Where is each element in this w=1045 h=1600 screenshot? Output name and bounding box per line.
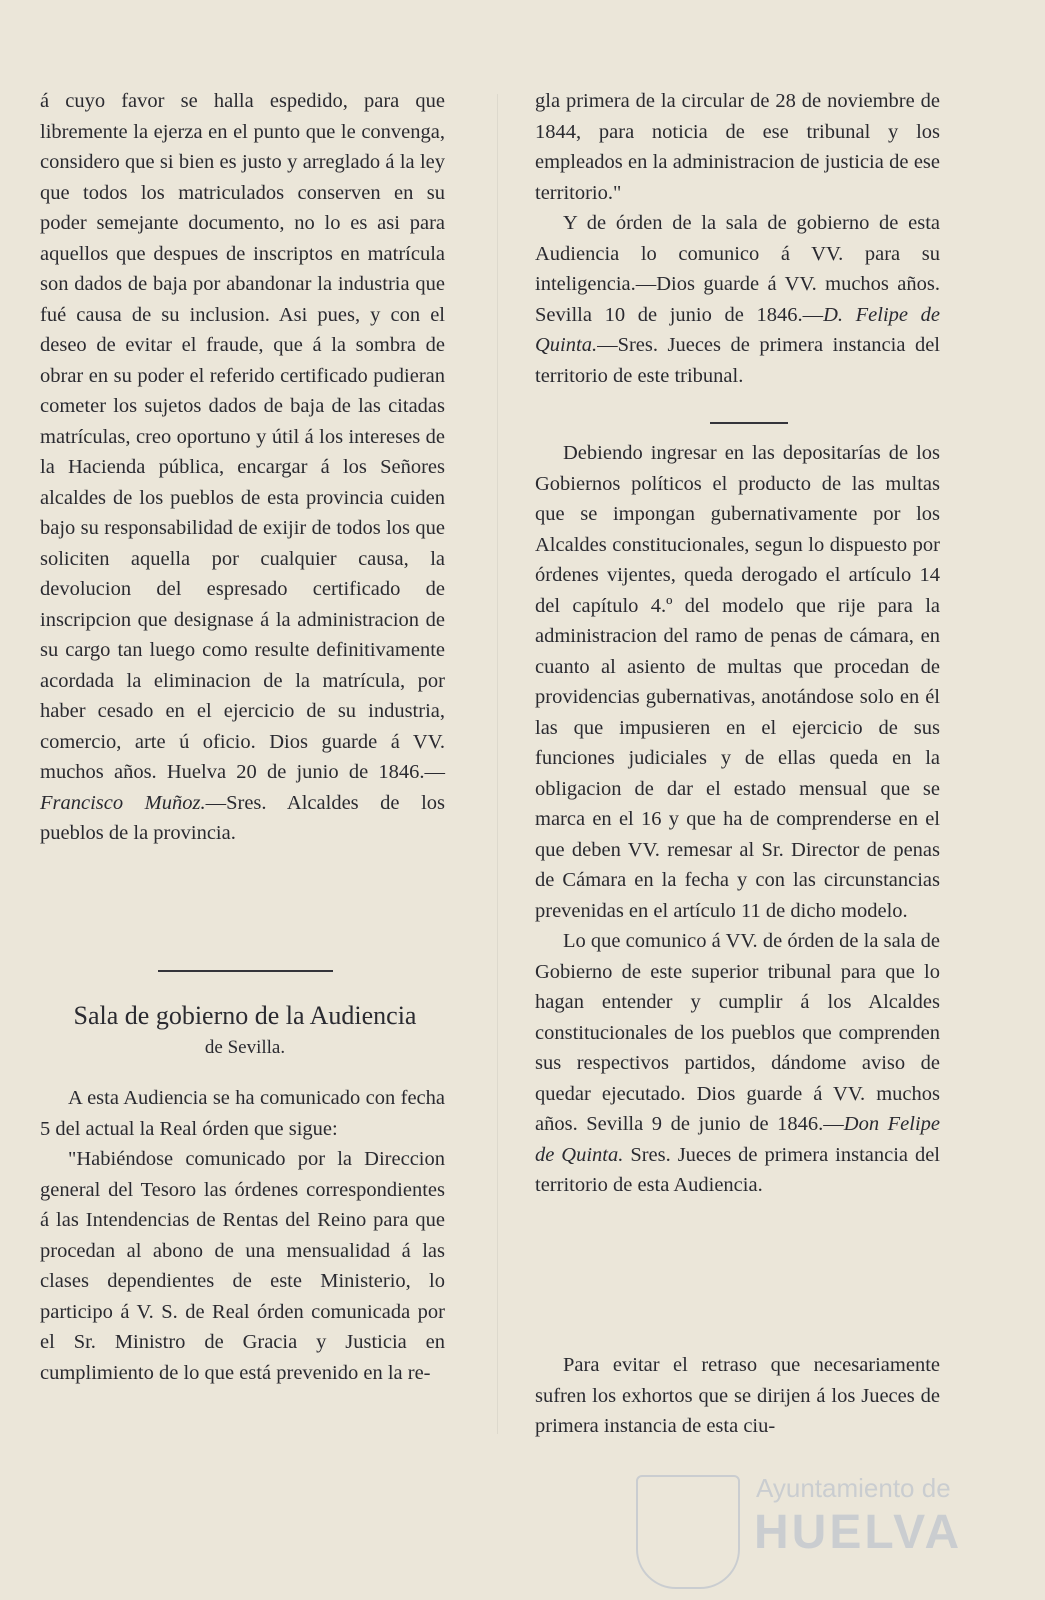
section-divider-left [158, 970, 333, 972]
left-column-section-2 [40, 1083, 445, 1388]
section-divider-right [710, 422, 788, 424]
left-paragraph-3: "Habiéndose comunicado por la Direccion general del Tesoro las órdenes correspondientes á las Intendencias de Rentas del Reino para que procedan al abono de una mensualidad á las clases dependientes de este Ministerio, lo participo á V. S. de Real órden comunicada por el Sr. Ministro de Gracia y Justicia en cumplimiento de lo que está prevenido en la re- [40, 1148, 445, 1384]
column-gutter [497, 94, 498, 1434]
watermark-line-2: HUELVA [754, 1506, 963, 1559]
right-paragraph-1: gla primera de la circular de 28 de noviembre de 1844, para noticia de ese tribunal y los empleados en la administracion de justicia de ese territorio." [535, 90, 940, 204]
watermark-line-1: Ayuntamiento de [756, 1473, 951, 1503]
coat-of-arms-icon [636, 1475, 740, 1589]
section-subheading: de Sevilla. [204, 1037, 286, 1058]
signature-munoz: Francisco Muñoz. [40, 791, 206, 814]
right-column-section-2 [535, 438, 940, 1201]
right-paragraph-5: Para evitar el retraso que necesariamente sufren los exhortos que se dirijen á los Jueces de primera instancia de esta ciu- [535, 1354, 940, 1437]
archive-watermark [636, 1465, 963, 1585]
signature-quinta-2: Don Felipe de Quinta. [535, 1113, 940, 1166]
left-paragraph-2: A esta Audiencia se ha comunicado con fecha 5 del actual la Real órden que sigue: [40, 1087, 445, 1140]
left-column [40, 86, 445, 849]
left-paragraph-1: á cuyo favor se halla espedido, para que libremente la ejerza en el punto que le convenga, considero que si bien es justo y arreglado á la ley que todos los matriculados conserven en su poder semejante documento, no lo es asi para aquellos que despues de inscriptos en matrícula son dados de baja por abandonar la industria que fué causa de su inclusion. Asi pues, y con el deseo de evitar el fraude, que á la sombra de obrar en su poder el referido certificado pudieran cometer los sujetos dados de baja de las citadas matrículas, creo oportuno y útil á los intereses de la Hacienda pública, encargar á los Señores alcaldes de los pueblos de esta provincia cuiden bajo su responsabilidad de exijir de todos los que soliciten aquella por cualquier causa, la devolucion del espresado certificado de inscripcion que designase á la administracion de su cargo tan luego como resulte definitivamente acordada la eliminacion de la matrícula, por haber cesado en el ejercicio de su industria, comercio, arte ú oficio. Dios guarde á VV. muchos años. Huelva 20 de junio de 1846.—Francisco Muñoz.—Sres. Alcaldes de los pueblos de la provincia. [40, 90, 445, 844]
section-heading: Sala de gobierno de la Audiencia [73, 1001, 417, 1030]
signature-quinta-1: D. Felipe de Quinta. [535, 303, 941, 356]
right-paragraph-3: Debiendo ingresar en las depositarías de los Gobiernos políticos el producto de las multas que se impongan gubernativamente por los Alcaldes constitucionales, segun lo dispuesto por órdenes vijentes, queda derogado el artículo 14 del capítulo 4.º del modelo que rije para la administracion del ramo de penas de cámara, en cuanto al asiento de multas que procedan de providencias gubernativas, anotándose solo en él las que impusieren en el ejercicio de sus funciones judiciales y de ellas queda en la obligacion de dar el estado mensual que se marca en el 16 y que ha de comprenderse en el que deben VV. remesar al Sr. Director de penas de Cámara en la fecha y con las circunstancias prevenidas en el artículo 11 de dicho modelo. [535, 442, 940, 922]
right-paragraph-4: Lo que comunico á VV. de órden de la sala de Gobierno de este superior tribunal para que lo hagan entender y cumplir á los Alcaldes constitucionales de los pueblos que comprenden sus respectivos partidos, dándome aviso de quedar ejecutado. Dios guarde á VV. muchos años. Sevilla 9 de junio de 1846.—Don Felipe de Quinta. Sres. Jueces de primera instancia del territorio de esta Audiencia. [535, 930, 940, 1196]
right-column-section-3 [535, 1350, 940, 1442]
right-column [535, 86, 940, 391]
right-paragraph-2: Y de órden de la sala de gobierno de esta Audiencia lo comunico á VV. para su inteligencia.—Dios guarde á VV. muchos años. Sevilla 10 de junio de 1846.—D. Felipe de Quinta.—Sres. Jueces de primera instancia del territorio de este tribunal. [535, 212, 941, 387]
